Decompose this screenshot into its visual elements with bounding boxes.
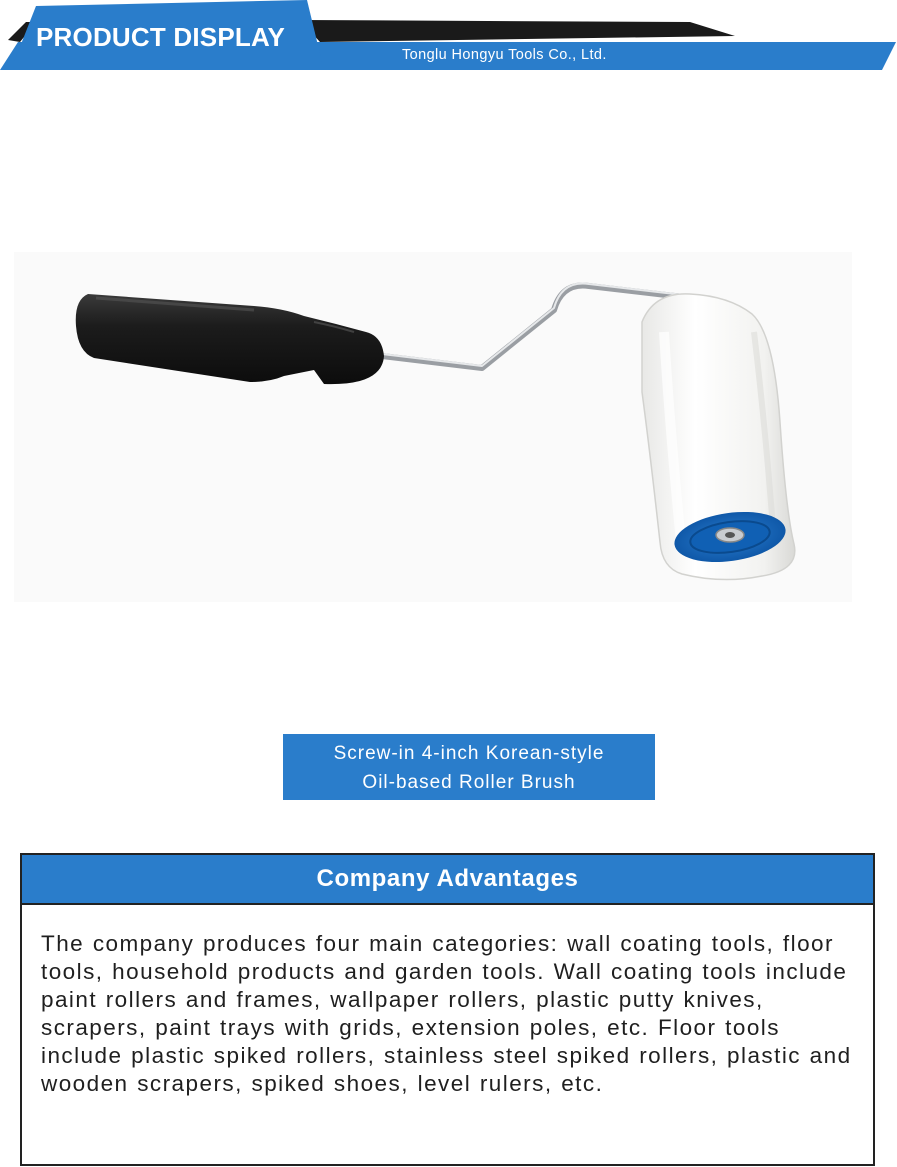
- paint-roller-icon: [14, 252, 852, 602]
- caption-line-1: Screw-in 4-inch Korean-style: [333, 743, 605, 764]
- caption-line-2: Oil-based Roller Brush: [362, 772, 576, 793]
- advantages-text: The company produces four main categories: wall coating tools, floor tools, household products and garden tools. Wall coating tools include paint rollers and frames, wallpaper rollers, plastic putty knives, scrapers, paint trays with grids, extension poles, etc. Floor tools include plastic spiked rollers, stainless steel spiked rollers, plastic and wooden scrapers, spiked shoes, level rulers, etc.: [41, 931, 852, 1096]
- advantages-heading: Company Advantages: [22, 855, 873, 905]
- product-caption: [283, 734, 655, 800]
- advantages-panel: [20, 853, 875, 1166]
- product-image: [14, 252, 852, 602]
- header-banner: [0, 0, 897, 75]
- page-title: PRODUCT DISPLAY: [36, 22, 286, 52]
- company-name: Tonglu Hongyu Tools Co., Ltd.: [402, 47, 607, 63]
